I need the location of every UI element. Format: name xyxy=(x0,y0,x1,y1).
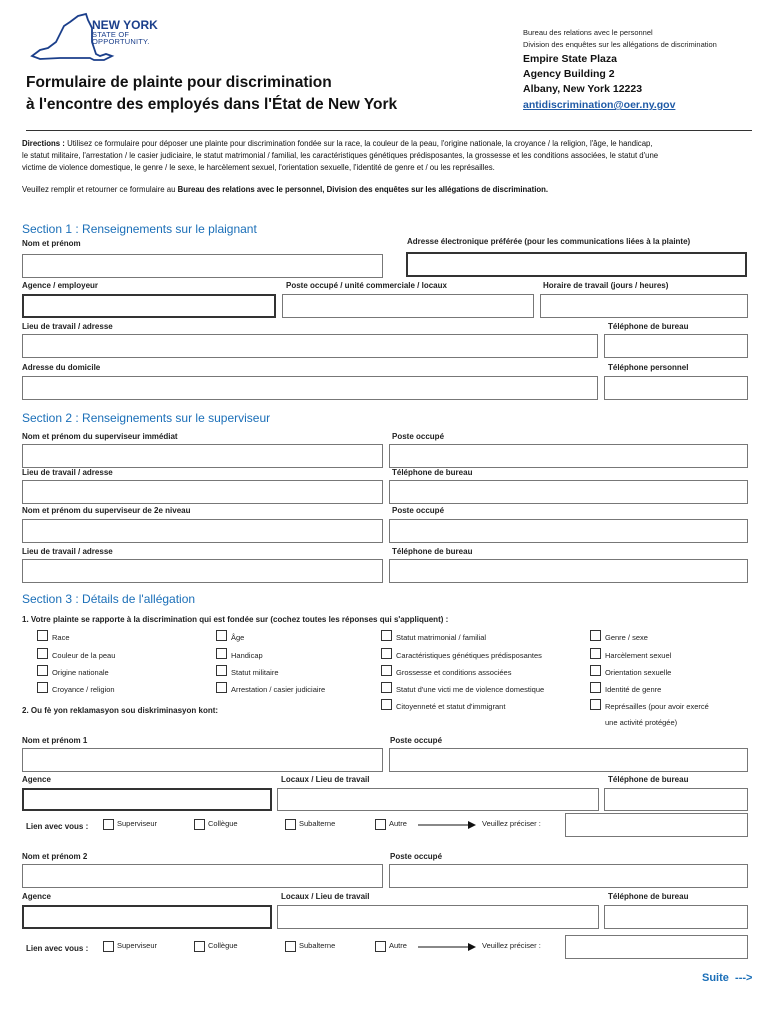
page-title-line-2: à l'encontre des employés dans l'État de New York xyxy=(26,96,398,113)
checkbox-croyance[interactable] xyxy=(37,682,48,693)
preciser-1-input[interactable] xyxy=(565,813,748,837)
label-tel-2: Téléphone de bureau xyxy=(608,892,689,901)
label-sup1-tel: Téléphone de bureau xyxy=(392,468,473,477)
directions-line-3: victime de violence domestique, le genre / le sexe, le harcèlement sexuel, l'orientation sexuelle, l'identité de genre et / ou les représailles. xyxy=(22,163,495,172)
label-agence-2: Agence xyxy=(22,892,51,901)
label-domicile: Adresse du domicile xyxy=(22,363,101,372)
nom-1-input[interactable] xyxy=(22,748,383,772)
sup2-lieu-input[interactable] xyxy=(22,559,383,583)
logo-line-2: STATE OF xyxy=(92,30,130,39)
directions-line-4a: Veuillez remplir et retourner ce formulaire au xyxy=(22,185,178,194)
agence-input[interactable] xyxy=(22,294,276,318)
sup1-lieu-input[interactable] xyxy=(22,480,383,504)
logo-line-3: OPPORTUNITY. xyxy=(92,37,150,46)
label-email: Adresse électronique préférée (pour les communications liées à la plainte) xyxy=(407,237,691,246)
checkbox-genre[interactable] xyxy=(590,630,601,641)
arrow-right-icon xyxy=(418,820,476,830)
question-2: 2. Ou fè yon reklamasyon sou diskriminasyon kont: xyxy=(22,706,219,715)
checkbox-collegue-2[interactable] xyxy=(194,941,205,952)
label-preciser-2: Veuillez préciser : xyxy=(482,941,541,950)
checkbox-grossesse[interactable] xyxy=(381,665,392,676)
checkbox-couleur[interactable] xyxy=(37,648,48,659)
checkbox-arrestation[interactable] xyxy=(216,682,227,693)
header-address-1: Empire State Plaza xyxy=(523,53,617,65)
checkbox-collegue-1[interactable] xyxy=(194,819,205,830)
label-lieu: Lieu de travail / adresse xyxy=(22,322,113,331)
option-label: Superviseur xyxy=(117,819,158,828)
option-label: Collègue xyxy=(208,819,238,828)
option-label: Handicap xyxy=(231,651,263,660)
label-poste: Poste occupé / unité commerciale / locaux xyxy=(286,281,447,290)
directions-line-4b: Bureau des relations avec le personnel, Division des enquêtes sur les allégations de discrimination. xyxy=(177,185,549,194)
logo-line-1: NEW YORK xyxy=(92,18,158,32)
option-label: Représailles (pour avoir exercé xyxy=(605,702,709,711)
sup2-poste-input[interactable] xyxy=(389,519,748,543)
email-input[interactable] xyxy=(406,252,747,277)
option-label: Origine nationale xyxy=(52,668,109,677)
checkbox-represailles[interactable] xyxy=(590,699,601,710)
page-title xyxy=(26,72,397,116)
checkbox-superviseur-2[interactable] xyxy=(103,941,114,952)
label-tel-bureau: Téléphone de bureau xyxy=(608,322,689,331)
option-label: Caractéristiques génétiques prédisposantes xyxy=(396,651,542,660)
poste-input[interactable] xyxy=(282,294,534,318)
checkbox-autre-2[interactable] xyxy=(375,941,386,952)
question-1: 1. Votre plainte se rapporte à la discrimination qui est fondée sur (cochez toutes les réponses qui s'appliquent) : xyxy=(22,615,449,624)
nom-input[interactable] xyxy=(22,254,383,278)
option-label: Orientation sexuelle xyxy=(605,668,672,677)
option-label: Harcèlement sexuel xyxy=(605,651,672,660)
header-divider xyxy=(26,130,752,131)
option-label-continued: une activité protégée) xyxy=(605,718,678,727)
checkbox-age[interactable] xyxy=(216,630,227,641)
checkbox-identite[interactable] xyxy=(590,682,601,693)
option-label: Subalterne xyxy=(299,941,336,950)
directions-line-1: Utilisez ce formulaire pour déposer une plainte pour discrimination fondée sur la race, la couleur de la peau, l'origine nationale, la croyance / la religion, l'âge, le handicap, xyxy=(67,139,653,148)
option-label: Arrestation / casier judiciaire xyxy=(231,685,326,694)
label-poste-2: Poste occupé xyxy=(390,852,443,861)
checkbox-genetique[interactable] xyxy=(381,648,392,659)
option-label: Identité de genre xyxy=(605,685,662,694)
option-label: Statut d'une victi me de violence domestique xyxy=(396,685,545,694)
option-label: Couleur de la peau xyxy=(52,651,116,660)
directions-line-2: le statut militaire, l'arrestation / le casier judiciaire, le statut matrimonial / familial, les caractéristiques génétiques prédisposantes, la grossesse et les conditions associées, le statut d'une xyxy=(22,151,659,160)
section-3-title: Section 3 : Détails de l'allégation xyxy=(22,592,196,606)
checkbox-origine[interactable] xyxy=(37,665,48,676)
checkbox-matrimonial[interactable] xyxy=(381,630,392,641)
nom-2-input[interactable] xyxy=(22,864,383,888)
suite-arrow: ---> xyxy=(735,972,753,984)
checkbox-autre-1[interactable] xyxy=(375,819,386,830)
tel-perso-input[interactable] xyxy=(604,376,748,400)
label-locaux-1: Locaux / Lieu de travail xyxy=(281,775,370,784)
option-label: Collègue xyxy=(208,941,238,950)
option-label: Statut matrimonial / familial xyxy=(396,633,487,642)
locaux-1-input[interactable] xyxy=(277,788,599,811)
label-tel-perso: Téléphone personnel xyxy=(608,363,689,372)
directions-label: Directions : xyxy=(22,139,65,148)
domicile-input[interactable] xyxy=(22,376,598,400)
logo-text xyxy=(92,20,158,45)
sup1-nom-input[interactable] xyxy=(22,444,383,468)
label-preciser-1: Veuillez préciser : xyxy=(482,819,541,828)
section-1-title: Section 1 : Renseignements sur le plaignant xyxy=(22,222,257,236)
checkbox-race[interactable] xyxy=(37,630,48,641)
option-label: Autre xyxy=(389,819,407,828)
header-division: Division des enquêtes sur les allégations de discrimination xyxy=(523,40,717,49)
tel-2-input[interactable] xyxy=(604,905,748,929)
label-sup2-lieu: Lieu de travail / adresse xyxy=(22,547,113,556)
sup1-poste-input[interactable] xyxy=(389,444,748,468)
checkbox-handicap[interactable] xyxy=(216,648,227,659)
label-sup2-tel: Téléphone de bureau xyxy=(392,547,473,556)
suite-label: Suite xyxy=(702,972,729,984)
label-lien-2: Lien avec vous : xyxy=(26,944,89,953)
label-horaire: Horaire de travail (jours / heures) xyxy=(543,281,669,290)
label-locaux-2: Locaux / Lieu de travail xyxy=(281,892,370,901)
checkbox-violence[interactable] xyxy=(381,682,392,693)
tel-1-input[interactable] xyxy=(604,788,748,811)
sup2-tel-input[interactable] xyxy=(389,559,748,583)
poste-1-input[interactable] xyxy=(389,748,748,772)
label-nom-1: Nom et prénom 1 xyxy=(22,736,88,745)
label-lien-1: Lien avec vous : xyxy=(26,822,89,831)
horaire-input[interactable] xyxy=(540,294,748,318)
label-sup1-poste: Poste occupé xyxy=(392,432,445,441)
label-sup2-nom: Nom et prénom du superviseur de 2e niveau xyxy=(22,506,191,515)
option-label: Citoyenneté et statut d'immigrant xyxy=(396,702,506,711)
label-tel-1: Téléphone de bureau xyxy=(608,775,689,784)
checkbox-militaire[interactable] xyxy=(216,665,227,676)
label-nom-2: Nom et prénom 2 xyxy=(22,852,88,861)
section-2-title: Section 2 : Renseignements sur le superviseur xyxy=(22,411,271,425)
tel-bureau-input[interactable] xyxy=(604,334,748,358)
header-email-link[interactable]: antidiscrimination@oer.ny.gov xyxy=(523,99,676,111)
label-agence: Agence / employeur xyxy=(22,281,99,290)
option-label: Statut militaire xyxy=(231,668,279,677)
label-sup1-nom: Nom et prénom du superviseur immédiat xyxy=(22,432,178,441)
directions-text xyxy=(22,138,752,196)
header-address-3: Albany, New York 12223 xyxy=(523,83,643,95)
label-poste-1: Poste occupé xyxy=(390,736,443,745)
label-sup1-lieu: Lieu de travail / adresse xyxy=(22,468,113,477)
option-label: Âge xyxy=(231,633,245,642)
checkbox-subalterne-1[interactable] xyxy=(285,819,296,830)
lieu-input[interactable] xyxy=(22,334,598,358)
option-label: Superviseur xyxy=(117,941,158,950)
poste-2-input[interactable] xyxy=(389,864,748,888)
label-sup2-poste: Poste occupé xyxy=(392,506,445,515)
checkbox-subalterne-2[interactable] xyxy=(285,941,296,952)
sup2-nom-input[interactable] xyxy=(22,519,383,543)
page-title-line-1: Formulaire de plainte pour discrimination xyxy=(26,74,332,91)
header-bureau: Bureau des relations avec le personnel xyxy=(523,28,653,37)
option-label: Genre / sexe xyxy=(605,633,648,642)
arrow-right-icon xyxy=(418,942,476,952)
option-label: Croyance / religion xyxy=(52,685,115,694)
locaux-2-input[interactable] xyxy=(277,905,599,929)
option-label: Grossesse et conditions associées xyxy=(396,668,512,677)
agence-2-input[interactable] xyxy=(22,905,272,929)
option-label: Autre xyxy=(389,941,407,950)
option-label: Race xyxy=(52,633,70,642)
agence-1-input[interactable] xyxy=(22,788,272,811)
preciser-2-input[interactable] xyxy=(565,935,748,959)
checkbox-superviseur-1[interactable] xyxy=(103,819,114,830)
sup1-tel-input[interactable] xyxy=(389,480,748,504)
suite-link[interactable] xyxy=(702,972,752,984)
checkbox-orientation[interactable] xyxy=(590,665,601,676)
header-address-2: Agency Building 2 xyxy=(523,68,615,80)
option-label: Subalterne xyxy=(299,819,336,828)
label-nom: Nom et prénom xyxy=(22,239,81,248)
label-agence-1: Agence xyxy=(22,775,51,784)
checkbox-citoyennete[interactable] xyxy=(381,699,392,710)
checkbox-harcelement[interactable] xyxy=(590,648,601,659)
